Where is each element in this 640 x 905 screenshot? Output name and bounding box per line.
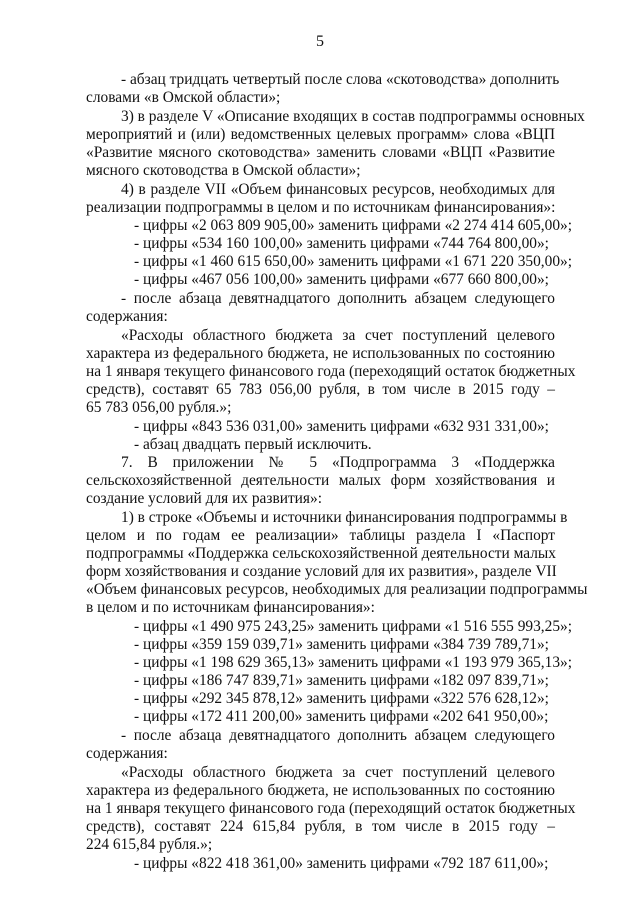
text-line: подпрограммы «Поддержка сельскохозяйственной деятельности малых bbox=[86, 545, 556, 562]
text-line: мероприятий и (или) ведомственных целевых программ» слова «ВЦП bbox=[86, 126, 555, 143]
text-line: - цифры «1 198 629 365,13» заменить цифрами «1 193 979 365,13»; bbox=[134, 654, 573, 671]
text-line: 65 783 056,00 рубля.»; bbox=[86, 399, 232, 416]
text-line: характера из федерального бюджета, не использованных по состоянию bbox=[86, 345, 555, 362]
text-line: - цифры «467 056 100,00» заменить цифрами «677 660 800,00»; bbox=[134, 271, 549, 288]
text-line: - цифры «1 490 975 243,25» заменить цифрами «1 516 555 993,25»; bbox=[134, 618, 573, 635]
text-line: форм хозяйствования и создание условий для их развития», разделе VII bbox=[86, 563, 557, 580]
text-line: содержания: bbox=[86, 308, 168, 325]
text-line: «Объем финансовых ресурсов, необходимых для реализации подпрограммы bbox=[86, 581, 588, 598]
text-line: реализации подпрограммы в целом и по источникам финансирования»: bbox=[86, 199, 556, 216]
text-line: 1) в строке «Объемы и источники финансирования подпрограммы в bbox=[121, 509, 568, 526]
text-line: в целом и по источникам финансирования»: bbox=[86, 599, 375, 616]
text-line: сельскохозяйственной деятельности малых форм хозяйствования и bbox=[86, 472, 555, 489]
text-line: 224 615,84 рубля.»; bbox=[86, 836, 213, 853]
text-line: характера из федерального бюджета, не использованных по состоянию bbox=[86, 782, 555, 799]
text-line: «Расходы областного бюджета за счет поступлений целевого bbox=[121, 764, 555, 781]
text-line: средств), составят 65 783 056,00 рубля, в том числе в 2015 году – bbox=[86, 381, 555, 398]
page-number: 5 bbox=[316, 33, 324, 50]
text-line: словами «в Омской области»; bbox=[86, 89, 281, 106]
text-line: мясного скотоводства в Омской области»; bbox=[86, 162, 361, 179]
text-line: - цифры «534 160 100,00» заменить цифрами «744 764 800,00»; bbox=[134, 235, 549, 252]
text-line: - цифры «172 411 200,00» заменить цифрами «202 641 950,00»; bbox=[134, 708, 549, 725]
text-line: - абзац двадцать первый исключить. bbox=[134, 436, 372, 453]
text-line: «Развитие мясного скотоводства» заменить словами «ВЦП «Развитие bbox=[86, 144, 555, 161]
text-line: средств), составят 224 615,84 рубля, в том числе в 2015 году – bbox=[86, 818, 555, 835]
text-line: создание условий для их развития»: bbox=[86, 490, 322, 507]
text-line: на 1 января текущего финансового года (переходящий остаток бюджетных bbox=[86, 800, 576, 817]
text-line: 7. В приложении № 5 «Подпрограмма 3 «Поддержка bbox=[121, 454, 555, 471]
text-line: - абзац тридцать четвертый после слова «скотоводства» дополнить bbox=[121, 71, 560, 88]
text-line: целом и по годам ее реализации» таблицы раздела I «Паспорт bbox=[86, 527, 555, 544]
text-line: на 1 января текущего финансового года (переходящий остаток бюджетных bbox=[86, 363, 576, 380]
text-line: - цифры «186 747 839,71» заменить цифрами «182 097 839,71»; bbox=[134, 672, 549, 689]
text-line: - после абзаца девятнадцатого дополнить абзацем следующего bbox=[121, 290, 555, 307]
text-line: - цифры «822 418 361,00» заменить цифрами «792 187 611,00»; bbox=[134, 855, 549, 872]
text-line: содержания: bbox=[86, 745, 168, 762]
text-line: - после абзаца девятнадцатого дополнить абзацем следующего bbox=[121, 727, 555, 744]
text-line: - цифры «2 063 809 905,00» заменить цифрами «2 274 414 605,00»; bbox=[134, 217, 573, 234]
text-line: 3) в разделе V «Описание входящих в состав подпрограммы основных bbox=[121, 108, 585, 125]
text-line: 4) в разделе VII «Объем финансовых ресурсов, необходимых для bbox=[121, 181, 555, 198]
text-line: - цифры «292 345 878,12» заменить цифрами «322 576 628,12»; bbox=[134, 690, 549, 707]
text-line: - цифры «359 159 039,71» заменить цифрами «384 739 789,71»; bbox=[134, 636, 549, 653]
text-line: - цифры «1 460 615 650,00» заменить цифрами «1 671 220 350,00»; bbox=[134, 253, 573, 270]
text-line: «Расходы областного бюджета за счет поступлений целевого bbox=[121, 327, 555, 344]
text-line: - цифры «843 536 031,00» заменить цифрами «632 931 331,00»; bbox=[134, 418, 549, 435]
